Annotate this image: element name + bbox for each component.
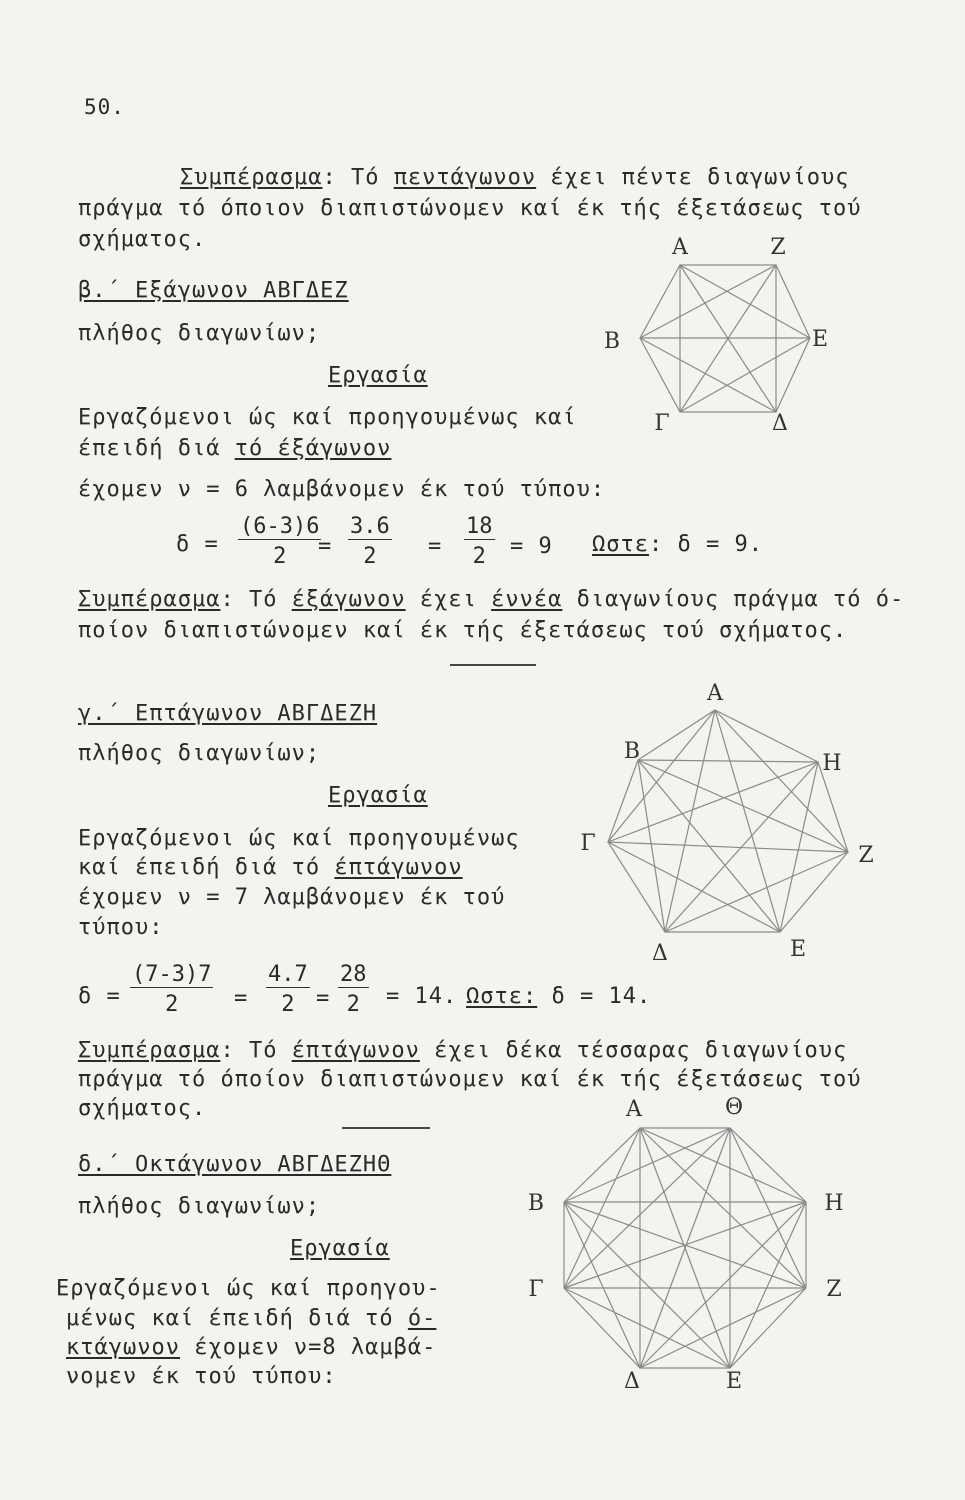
heptagon-fraction-3: $\frac{28}{2}$ (340, 962, 367, 1017)
hexagon-vertex-label: Ε (811, 327, 829, 352)
octagon-vertex-label: Ε (725, 1369, 743, 1394)
heptagon-conclusion-line3: σχήματος. (78, 1096, 207, 1121)
octagon-diagonal (730, 1128, 806, 1288)
hexagon-heading: β.΄ Εξάγωνον ΑΒΓΔΕΖ (78, 278, 349, 303)
hexagon-result: = 9 (510, 534, 553, 559)
octagon-diagonal (730, 1202, 806, 1368)
hexagon-vertex-label: Α (672, 235, 688, 260)
hexagon-vertex-label: Δ (772, 411, 788, 436)
conclusion-label: Συμπέρασμα (180, 165, 323, 190)
heptagon-vertex-label: Α (707, 681, 723, 706)
octagon-diagonal (564, 1128, 730, 1288)
heptagon-diagonal (638, 760, 818, 762)
heptagon-eq-1: = (234, 986, 249, 1011)
hexagon-hence: Ωστε: δ = 9. (592, 532, 763, 557)
heptagon-work-line3: έχομεν ν = 7 λαμβάνομεν έκ τού (78, 885, 506, 910)
octagon-vertex-label: Δ (624, 1369, 640, 1394)
pentagon-word: πεντάγωνον (393, 165, 537, 190)
hexagon-vertex-label: Β (603, 329, 621, 354)
heptagon-outline (608, 710, 848, 932)
octagon-heading: δ.΄ Οκτάγωνον ΑΒΓΔΕΖΗΘ (78, 1152, 392, 1177)
hexagon-work-line1: Εργαζόμενοι ώς καί προηγουμένως καί (78, 405, 577, 430)
octagon-diagonal (564, 1128, 640, 1288)
octagon-work-line4: νομεν έκ τού τύπου: (66, 1364, 337, 1389)
heptagon-work-line4: τύπου: (78, 915, 164, 940)
heptagon-work-line1: Εργαζόμενοι ώς καί προηγουμένως (78, 826, 520, 851)
heptagon-diagonal (608, 842, 780, 932)
octagon-work-label: Εργασία (290, 1236, 390, 1261)
hexagon-fraction-3: $\frac{18}{2}$ (466, 514, 493, 569)
heptagon-fraction-1: $\frac{(7-3)7}{2}$ (132, 962, 212, 1017)
hexagon-fraction-1: $\frac{(6-3)6}{2}$ (240, 514, 320, 569)
pentagon-conclusion-line3: σχήματος. (78, 227, 207, 252)
heptagon-eq-2: = (316, 986, 331, 1011)
octagon-figure (520, 1090, 850, 1394)
pentagon-conclusion-line1: Συμπέρασμα: Τό πεντάγωνον έχει πέντε διαγωνίους (180, 165, 850, 190)
octagon-vertex-label: Α (626, 1097, 642, 1122)
heptagon-vertex-label: Ε (789, 937, 807, 962)
octagon-vertex-label: Θ (724, 1095, 744, 1120)
heptagon-vertex-label: Γ (580, 831, 596, 856)
hexagon-conclusion-line2: ποίον διαπιστώνομεν καί έκ τής έξετάσεως τού σχήματος. (78, 618, 848, 643)
hexagon-eq-1: = (318, 534, 333, 559)
heptagon-diagonal (715, 710, 780, 932)
heptagon-formula-lhs: δ = (78, 984, 121, 1009)
hexagon-formula-lhs: δ = (176, 532, 219, 557)
octagon-vertex-label: Ζ (826, 1277, 842, 1302)
octagon-vertex-label: Β (527, 1191, 545, 1216)
heptagon-conclusion-line2: πράγμα τό όποίον διαπιστώνομεν καί έκ τής έξετάσεως τού (78, 1067, 862, 1092)
heptagon-diagonal (608, 842, 848, 852)
heptagon-diagonal (638, 760, 665, 932)
octagon-question: πλήθος διαγωνίων; (78, 1194, 321, 1219)
octagon-vertex-label: Γ (528, 1277, 544, 1302)
heptagon-vertex-label: Ζ (858, 843, 874, 868)
octagon-vertex-label: Η (824, 1191, 844, 1216)
section-divider (342, 1127, 430, 1129)
octagon-diagonal (564, 1202, 730, 1368)
heptagon-result: = 14. (386, 984, 458, 1009)
hexagon-diagonal (680, 265, 810, 338)
heptagon-diagonal (638, 760, 848, 852)
hexagon-question: πλήθος διαγωνίων; (78, 321, 321, 346)
heptagon-hence: Ωστε: δ = 14. (466, 984, 652, 1009)
heptagon-figure (570, 681, 874, 966)
heptagon-conclusion-line1: Συμπέρασμα: Τό έπτάγωνον έχει δέκα τέσσαρας διαγωνίους (78, 1038, 848, 1063)
pentagon-conclusion-line2: πράγμα τό όποιον διαπιστώνομεν καί έκ τής έξετάσεως τού (78, 196, 862, 221)
hexagon-eq-2: = (428, 534, 443, 559)
heptagon-question: πλήθος διαγωνίων; (78, 741, 321, 766)
hexagon-vertex-label: Ζ (770, 235, 786, 260)
heptagon-diagonal (665, 710, 715, 932)
heptagon-heading: γ.΄ Επτάγωνον ΑΒΓΔΕΖΗ (78, 701, 378, 726)
heptagon-vertex-label: Δ (652, 941, 668, 966)
heptagon-fraction-2: $\frac{4.7}{2}$ (268, 962, 308, 1017)
heptagon-diagonal (608, 762, 818, 842)
heptagon-diagonal (638, 760, 780, 932)
section-divider (450, 664, 536, 666)
page-number: 50. (84, 95, 125, 119)
hexagon-conclusion-line1: Συμπέρασμα: Τό έξάγωνον έχει έννέα διαγωνίους πράγμα τό ό- (78, 587, 905, 612)
heptagon-diagonal (780, 762, 818, 932)
octagon-diagonal (640, 1202, 806, 1368)
heptagon-work-line2: καί έπειδή διά τό έπτάγωνον (78, 855, 463, 880)
octagon-work-line1: Εργαζόμενοι ώς καί προηγου- (56, 1276, 441, 1301)
octagon-diagonal (640, 1128, 806, 1288)
hexagon-work-label: Εργασία (328, 363, 428, 388)
heptagon-vertex-label: Β (623, 739, 641, 764)
hexagon-vertex-label: Γ (654, 411, 670, 436)
octagon-work-line3: κτάγωνον έχομεν ν=8 λαμβά- (66, 1335, 437, 1360)
hexagon-diagonal (680, 338, 810, 412)
heptagon-work-label: Εργασία (328, 783, 428, 808)
hexagon-figure (598, 230, 829, 436)
octagon-work-line2: μένως καί έπειδή διά τό ό- (66, 1306, 437, 1331)
heptagon-diagonal (715, 710, 848, 852)
hexagon-fraction-2: $\frac{3.6}{2}$ (350, 514, 390, 569)
heptagon-vertex-label: Η (822, 751, 842, 776)
hexagon-work-line2: έπειδή διά τό έξάγωνον (78, 436, 392, 461)
octagon-diagonal (564, 1202, 640, 1368)
hexagon-work-line3: έχομεν ν = 6 λαμβάνομεν έκ τού τύπου: (78, 477, 606, 502)
